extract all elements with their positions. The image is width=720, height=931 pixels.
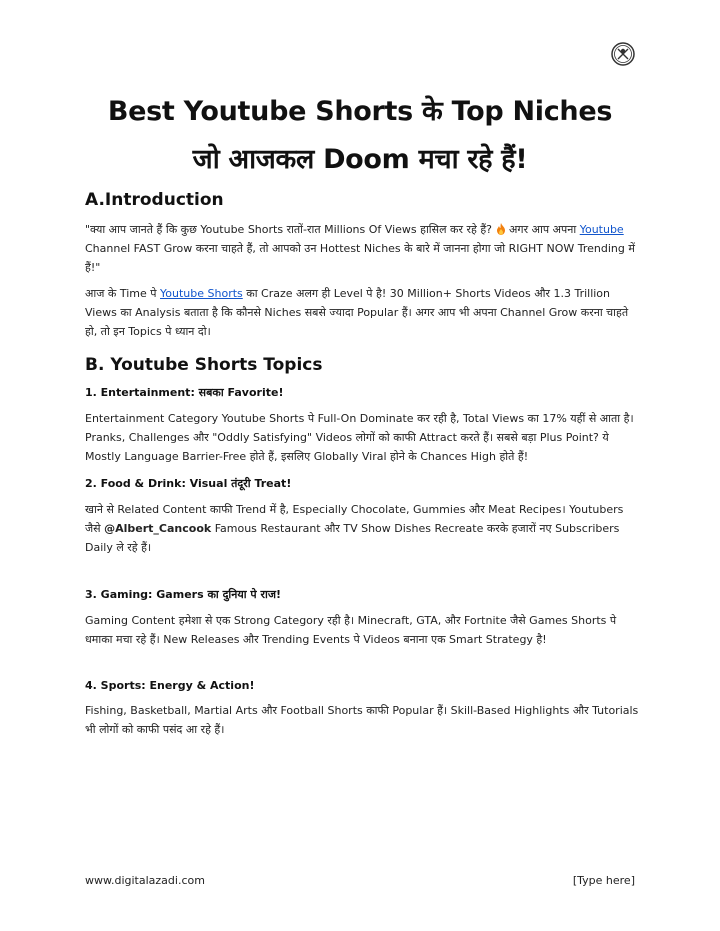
topics-heading: B. Youtube Shorts Topics: [85, 355, 323, 375]
footer-placeholder: [Type here]: [572, 874, 635, 887]
fire-icon: [496, 223, 506, 235]
entertainment-text: Entertainment Category Youtube Shorts पे Full-On Dominate कर रही है, Total Views का 17% यहीं से आता है। Pranks, Challenges और "Oddly Satisfying" Videos लोगों को काफी Attract करते हैं। सबसे बड़ा Plus Point? ये Mostly Language Barrier-Free होते हैं, इसलिए Globally Viral होने के Chances High होते हैं!: [85, 412, 634, 463]
food-text: [85, 500, 640, 557]
page-title: [60, 88, 660, 184]
sports-heading: 4. Sports: Energy & Action!: [85, 679, 255, 692]
page-footer: [85, 874, 635, 887]
intro-p2-start: आज के Time पे: [85, 287, 157, 300]
gaming-text: Gaming Content हमेशा से एक Strong Category रही है। Minecraft, GTA, और Fortnite जैसे Games Shorts पे धमाका मचा रहे हैं। New Releases और Trending Events पे Videos बनाना एक Smart Strategy है!: [85, 614, 617, 646]
albert-cancook-handle: @Albert_Cancook: [104, 522, 212, 535]
food-text-start: खाने से Related Content काफी Trend में है, Especially Chocolate, Gummies और Meat Recipes। Youtubers जैसे: [85, 503, 624, 535]
intro-heading: A.Introduction: [85, 190, 224, 210]
intro-p1-mid: अगर आप अपना: [509, 223, 577, 236]
youtube-link[interactable]: Youtube: [579, 223, 624, 236]
emblem-logo: [611, 42, 635, 66]
document-body: [85, 190, 640, 746]
youtube-shorts-link[interactable]: Youtube Shorts: [160, 287, 243, 300]
title-line-1: Best Youtube Shorts के Top Niches: [107, 96, 613, 127]
intro-p2-end: का Craze अलग ही Level पे है! 30 Million+ Shorts Videos और 1.3 Trillion Views का Analysis बताता है कि कौनसे Niches सबसे ज्यादा Popular हैं। अगर आप भी अपना Channel Grow करना चाहते हो, तो इन Topics पे ध्यान दो।: [85, 287, 629, 338]
entertainment-heading: 1. Entertainment: सबका Favorite!: [85, 386, 284, 399]
intro-paragraph-2: [85, 284, 640, 341]
intro-paragraph-1: [85, 220, 640, 277]
title-line-2: जो आजकल Doom मचा रहे हैं!: [192, 144, 528, 175]
food-heading: 2. Food & Drink: Visual तंदूरी Treat!: [85, 477, 292, 490]
food-text-end: Famous Restaurant और TV Show Dishes Recreate करके हजारों नए Subscribers Daily ले रहे हैं।: [85, 522, 620, 554]
footer-website: www.digitalazadi.com: [85, 874, 205, 887]
intro-p1-start: "क्या आप जानते हैं कि कुछ Youtube Shorts रातों-रात Millions Of Views हासिल कर रहे हैं?: [85, 223, 493, 236]
gaming-heading: 3. Gaming: Gamers का दुनिया पे राज!: [85, 588, 282, 601]
sports-text: Fishing, Basketball, Martial Arts और Football Shorts काफी Popular हैं। Skill-Based Highlights और Tutorials भी लोगों को काफी पसंद आ रहे हैं।: [85, 704, 639, 736]
intro-p1-end: Channel FAST Grow करना चाहते हैं, तो आपको उन Hottest Niches के बारे में जानना होगा जो RIGHT NOW Trending में हैं!": [85, 242, 635, 274]
